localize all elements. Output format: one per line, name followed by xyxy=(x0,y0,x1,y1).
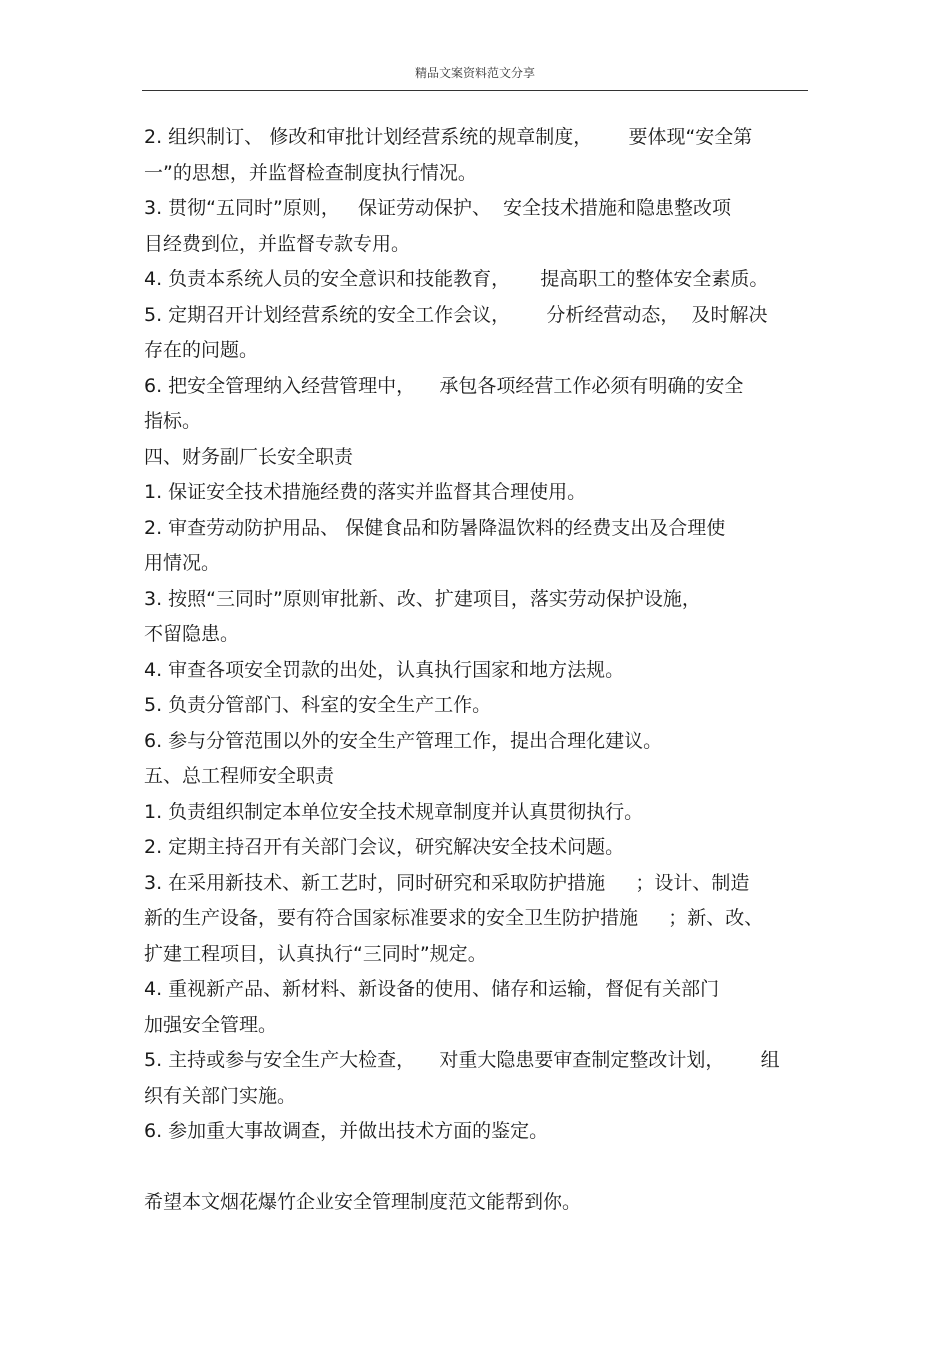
text-line: 一”的思想，并监督检查制度执行情况。 xyxy=(144,161,477,184)
text-line: 6. 参加重大事故调查，并做出技术方面的鉴定。 xyxy=(144,1120,549,1142)
text-line: 4. 负责本系统人员的安全意识和技能教育， 提高职工的整体安全素质。 xyxy=(144,268,769,290)
text-line: 指标。 xyxy=(144,410,202,432)
header-divider xyxy=(142,90,808,91)
text-line: 3. 在采用新技术、新工艺时，同时研究和采取防护措施 ；设计、制造 xyxy=(144,871,750,894)
text-line: 新的生产设备，要有符合国家标准要求的安全卫生防护措施 ；新、改、 xyxy=(144,907,764,929)
text-line: 3. 贯彻“五同时”原则， 保证劳动保护、 安全技术措施和隐患整改项 xyxy=(144,197,732,219)
text-line: 目经费到位，并监督专款专用。 xyxy=(144,232,411,255)
text-line: 不留隐患。 xyxy=(144,623,240,645)
text-line: 2. 审查劳动防护用品、 保健食品和防暑降温饮料的经费支出及合理使 xyxy=(144,516,726,539)
section-heading: 四、财务副厂长安全职责 xyxy=(144,445,354,468)
document-body xyxy=(144,120,814,1221)
text-line: 3. 按照“三同时”原则审批新、改、扩建项目，落实劳动保护设施， xyxy=(144,587,701,610)
text-line: 用情况。 xyxy=(144,552,221,574)
paragraph-gap xyxy=(144,1150,814,1186)
text-line: 扩建工程项目，认真执行“三同时”规定。 xyxy=(144,942,487,965)
text-line: 4. 重视新产品、新材料、新设备的使用、储存和运输，督促有关部门 xyxy=(144,978,720,1000)
text-line: 5. 定期召开计划经营系统的安全工作会议， 分析经营动态， 及时解决 xyxy=(144,303,768,326)
text-line: 1. 保证安全技术措施经费的落实并监督其合理使用。 xyxy=(144,481,587,503)
text-line: 5. 主持或参与安全生产大检查， 对重大隐患要审查制定整改计划， 组 xyxy=(144,1049,780,1071)
text-line: 1. 负责组织制定本单位安全技术规章制度并认真贯彻执行。 xyxy=(144,800,644,823)
text-line: 存在的问题。 xyxy=(144,339,259,361)
text-line: 6. 把安全管理纳入经营管理中， 承包各项经营工作必须有明确的安全 xyxy=(144,374,744,397)
text-line: 2. 定期主持召开有关部门会议，研究解决安全技术问题。 xyxy=(144,836,625,858)
section-heading: 五、总工程师安全职责 xyxy=(144,765,335,787)
text-line: 织有关部门实施。 xyxy=(144,1084,297,1107)
page-header: 精品文案资料范文分享 xyxy=(414,66,535,80)
text-line: 5. 负责分管部门、科室的安全生产工作。 xyxy=(144,694,492,716)
text-line: 4. 审查各项安全罚款的出处，认真执行国家和地方法规。 xyxy=(144,658,625,681)
closing-line: 希望本文烟花爆竹企业安全管理制度范文能帮到你。 xyxy=(144,1191,582,1213)
text-line: 6. 参与分管范围以外的安全生产管理工作，提出合理化建议。 xyxy=(144,729,663,752)
text-line: 2. 组织制订、 修改和审批计划经营系统的规章制度， 要体现“安全第 xyxy=(144,126,753,148)
text-line: 加强安全管理。 xyxy=(144,1013,278,1036)
